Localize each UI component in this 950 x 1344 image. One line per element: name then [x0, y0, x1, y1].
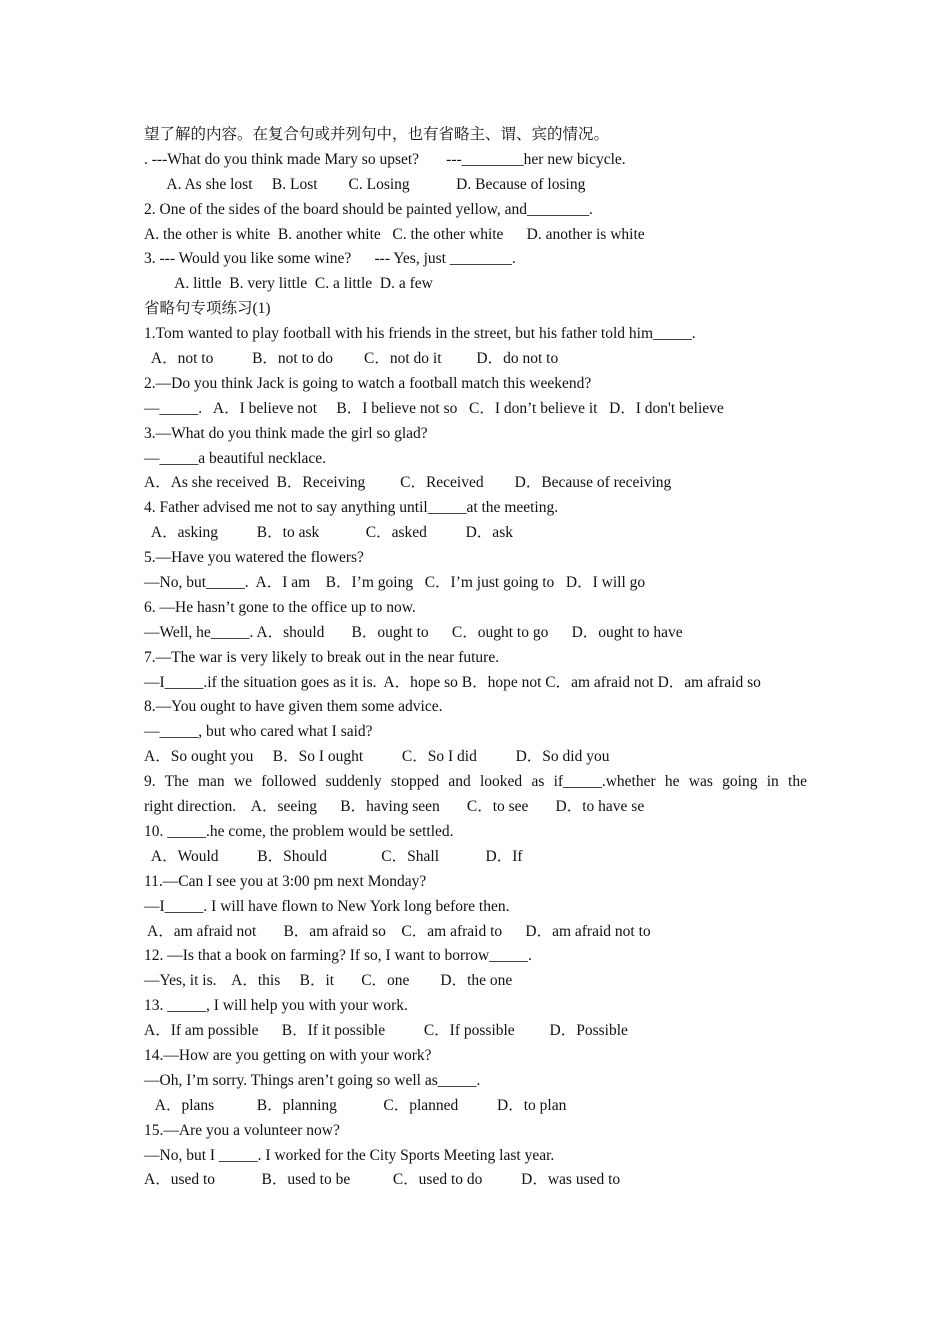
- exercise-9-options: right direction. A．seeing B．having seen C．to see D．to have se: [144, 798, 645, 816]
- exercise-12-options: —Yes, it is. A．this B．it C．one D．the one: [144, 972, 513, 990]
- exercise-3-stem: 3.—What do you think made the girl so glad?: [144, 424, 428, 442]
- exercise-14-answer-line: —Oh, I’m sorry. Things aren’t going so well as_____.: [144, 1071, 481, 1089]
- exercise-7-stem: 7.—The war is very likely to break out in the near future.: [144, 648, 500, 666]
- exercise-9-stem: 9. The man we followed suddenly stopped and looked as if_____.whether he was going in the: [144, 773, 807, 791]
- exercise-7-options: —I_____.if the situation goes as it is. A．hope so B．hope not C．am afraid not D．am afraid so: [144, 673, 761, 691]
- exercise-3-answer-line: —_____a beautiful necklace.: [144, 449, 327, 467]
- exercise-10-options: A．Would B．Should C．Shall D．If: [144, 847, 523, 865]
- exercise-5-stem: 5.—Have you watered the flowers?: [144, 549, 364, 567]
- exercise-14-options: A．plans B．planning C．planned D．to plan: [144, 1096, 567, 1114]
- exercise-11-stem: 11.—Can I see you at 3:00 pm next Monday?: [144, 872, 427, 890]
- exercise-10-stem: 10. _____.he come, the problem would be settled.: [144, 822, 454, 840]
- exercise-11-answer-line: —I_____. I will have flown to New York long before then.: [144, 897, 510, 915]
- exercise-5-options: —No, but_____. A．I am B．I’m going C．I’m just going to D．I will go: [144, 574, 646, 592]
- exercise-8-answer-line: —_____, but who cared what I said?: [144, 723, 373, 741]
- question-2-options: A. the other is white B. another white C. the other white D. another is white: [144, 225, 645, 243]
- question-1-stem: . ---What do you think made Mary so upset? ---________her new bicycle.: [144, 150, 626, 168]
- exercise-15-answer-line: —No, but I _____. I worked for the City Sports Meeting last year.: [144, 1146, 555, 1164]
- document-page: [144, 123, 807, 1193]
- exercise-2-stem: 2.—Do you think Jack is going to watch a football match this weekend?: [144, 374, 592, 392]
- question-3-stem: 3. --- Would you like some wine? --- Yes, just ________.: [144, 250, 516, 268]
- exercise-6-options: —Well, he_____. A．should B．ought to C．ought to go D．ought to have: [144, 623, 683, 641]
- question-3-options: A. little B. very little C. a little D. a few: [144, 275, 433, 293]
- exercise-8-options: A．So ought you B．So I ought C．So I did D．So did you: [144, 748, 610, 766]
- exercise-12-stem: 12. —Is that a book on farming? If so, I want to borrow_____.: [144, 947, 532, 965]
- question-2-stem: 2. One of the sides of the board should be painted yellow, and________.: [144, 200, 593, 218]
- exercise-15-options: A．used to B．used to be C．used to do D．was used to: [144, 1171, 621, 1189]
- exercise-1-options: A．not to B．not to do C．not do it D．do not to: [144, 350, 559, 368]
- exercise-3-options: A．As she received B．Receiving C．Received D．Because of receiving: [144, 474, 672, 492]
- exercise-8-stem: 8.—You ought to have given them some advice.: [144, 698, 443, 716]
- exercise-4-options: A．asking B．to ask C．asked D．ask: [144, 524, 513, 542]
- exercise-14-stem: 14.—How are you getting on with your work?: [144, 1046, 432, 1064]
- exercise-1-stem: 1.Tom wanted to play football with his friends in the street, but his father told him_____.: [144, 325, 696, 343]
- exercise-11-options: A．am afraid not B．am afraid so C．am afraid to D．am afraid not to: [144, 922, 651, 940]
- exercise-6-stem: 6. —He hasn’t gone to the office up to now.: [144, 598, 416, 616]
- exercise-2-options: —_____. A．I believe not B．I believe not so C．I don’t believe it D．I don't believe: [144, 399, 724, 417]
- section-title: 省略句专项练习(1): [144, 300, 271, 318]
- exercise-4-stem: 4. Father advised me not to say anything until_____at the meeting.: [144, 499, 559, 517]
- intro-text: 望了解的内容。在复合句或并列句中，也有省略主、谓、宾的情况。: [144, 126, 610, 143]
- exercise-15-stem: 15.—Are you a volunteer now?: [144, 1121, 340, 1139]
- exercise-13-stem: 13. _____, I will help you with your work.: [144, 997, 408, 1015]
- exercise-13-options: A．If am possible B．If it possible C．If possible D．Possible: [144, 1022, 628, 1040]
- question-1-options: A. As she lost B. Lost C. Losing D. Because of losing: [144, 175, 586, 193]
